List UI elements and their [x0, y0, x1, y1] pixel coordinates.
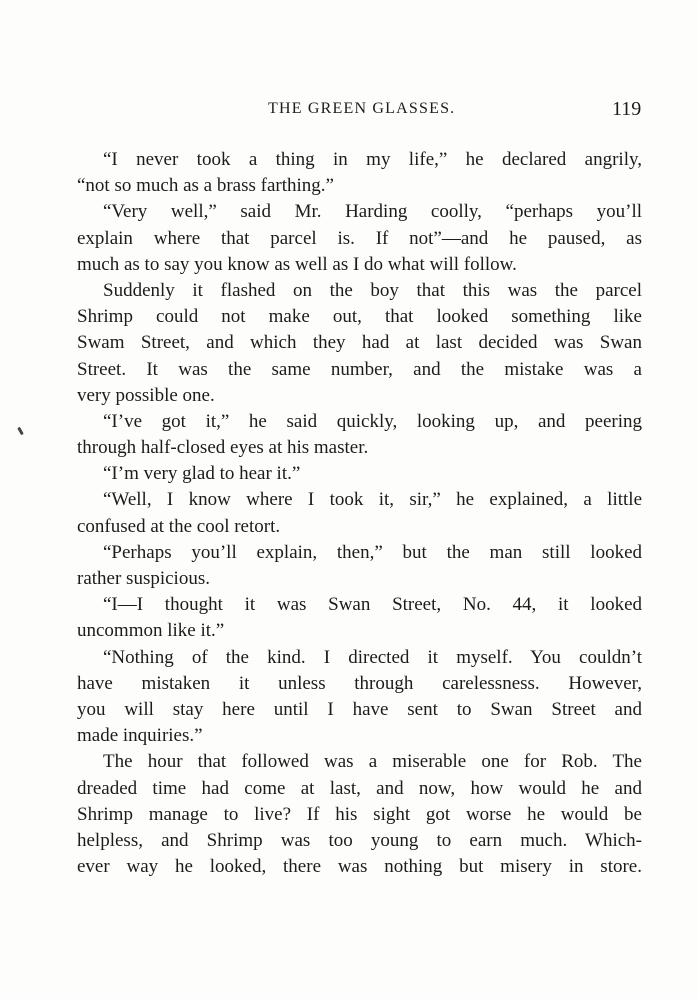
- text-line: Shrimp manage to live? If his sight got worse he would be: [77, 803, 642, 825]
- text-line: much as to say you know as well as I do what will follow.: [77, 253, 517, 275]
- text-line: “Perhaps you’ll explain, then,” but the man still looked: [103, 541, 642, 563]
- text-line: Street. It was the same number, and the mistake was a: [77, 358, 642, 380]
- text-line: very possible one.: [77, 384, 215, 406]
- text-line: “I—I thought it was Swan Street, No. 44, it looked: [103, 594, 642, 616]
- text-line: Swam Street, and which they had at last decided was Swan: [77, 332, 642, 354]
- text-line: dreaded time had come at last, and now, how would he and: [77, 777, 642, 799]
- text-line: confused at the cool retort.: [77, 515, 281, 537]
- text-line: “I never took a thing in my life,” he declared angrily,: [103, 149, 642, 170]
- text-line: rather suspicious.: [77, 568, 210, 589]
- running-head: THE GREEN GLASSES.: [268, 100, 456, 117]
- text-line: “not so much as a brass farthing.”: [77, 175, 334, 197]
- text-line: “Well, I know where I took it, sir,” he explained, a little: [103, 489, 642, 511]
- text-line: have mistaken it unless through carelessness. However,: [77, 672, 642, 694]
- text-line: helpless, and Shrimp was too young to earn much. Which-: [77, 829, 642, 851]
- text-line: “I’ve got it,” he said quickly, looking up, and peering: [103, 410, 642, 432]
- text-line: Shrimp could not make out, that looked something like: [77, 306, 642, 328]
- text-line: Suddenly it flashed on the boy that this was the parcel: [103, 279, 642, 301]
- text-line: The hour that followed was a miserable one for Rob. The: [103, 751, 642, 773]
- text-line: you will stay here until I have sent to Swan Street and: [77, 698, 642, 720]
- text-line: made inquiries.”: [77, 725, 203, 747]
- text-line: “I’m very glad to hear it.”: [103, 463, 301, 485]
- text-line: explain where that parcel is. If not”—and he paused, as: [77, 227, 642, 249]
- text-line: through half-closed eyes at his master.: [77, 437, 369, 459]
- body-text: [77, 147, 642, 880]
- page-number: 119: [612, 98, 642, 120]
- text-line: “Very well,” said Mr. Harding coolly, “perhaps you’ll: [103, 201, 642, 223]
- ink-speck: [17, 427, 24, 435]
- text-line: ever way he looked, there was nothing but misery in store.: [77, 856, 642, 878]
- text-line: uncommon like it.”: [77, 620, 225, 642]
- text-line: “Nothing of the kind. I directed it myself. You couldn’t: [103, 646, 642, 668]
